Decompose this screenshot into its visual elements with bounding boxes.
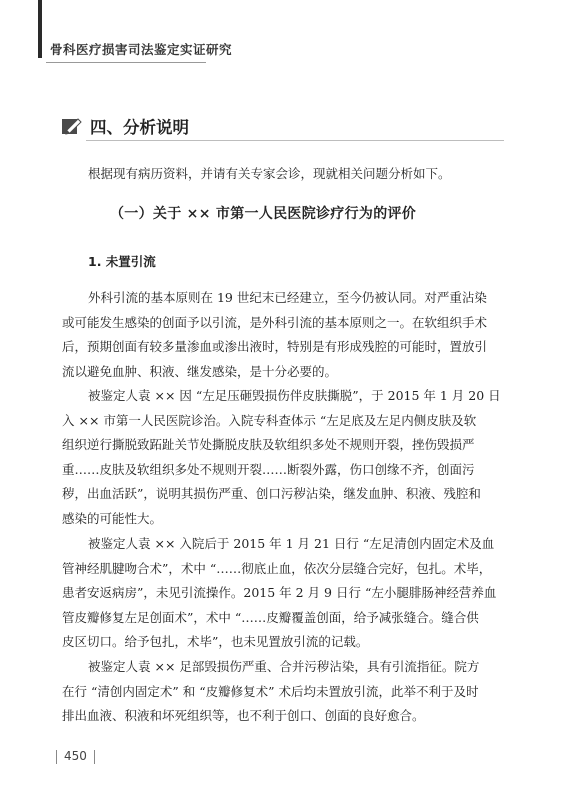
paragraph-line: 后，预期创面有较多量渗血或渗出液时，特别是有形成残腔的可能时，置放引 xyxy=(62,339,488,355)
paragraph-line: 被鉴定人袁 ×× 因 “左足压砸毁损伤伴皮肤撕脱”，于 2015 年 1 月 20 日 xyxy=(88,388,501,403)
paragraph-line: 外科引流的基本原则在 19 世纪末已经建立，至今仍被认同。对严重沾染 xyxy=(88,290,487,305)
page-number-bar-right xyxy=(94,750,95,764)
page-number-bar-left xyxy=(56,750,57,764)
paragraph-line: 入 ×× 市第一人民医院诊治。入院专科查体示 “左足底及左足内侧皮肤及软 xyxy=(62,412,477,428)
paragraph-line: 重……皮肤及软组织多处不规则开裂……断裂外露，伤口创缘不齐，创面污 xyxy=(62,461,475,477)
section-rule xyxy=(86,140,504,141)
paragraph-line: 秽，出血活跃”，说明其损伤严重、创口污秽沾染，继发血肿、积液、残腔和 xyxy=(62,486,481,502)
body-paragraph xyxy=(62,532,508,655)
intro-paragraph: 根据现有病历资料，并请有关专家会诊，现就相关问题分析如下。 xyxy=(88,166,451,181)
paragraph-line: 排出血液、积液和坏死组织等，也不利于创口、创面的良好愈合。 xyxy=(62,708,425,724)
body-paragraph xyxy=(62,655,508,729)
running-header-title: 骨科医疗损害司法鉴定实证研究 xyxy=(50,42,233,57)
paragraph-line: 患者安返病房”，未见引流操作。2015 年 2 月 9 日行 “左小腿腓肠神经营养血 xyxy=(62,585,497,601)
paragraph-line: 管皮瓣修复左足创面术”，术中 “……皮瓣覆盖创面，给予减张缝合。缝合供 xyxy=(62,609,479,625)
paragraph-line: 皮区切口。给予包扎，术毕”，也未见置放引流的记载。 xyxy=(62,634,369,650)
pencil-note-icon xyxy=(62,116,82,136)
paragraph-line: 感染的可能性大。 xyxy=(62,510,163,526)
paragraph-line: 被鉴定人袁 ×× 足部毁损伤严重、合并污秽沾染，具有引流指征。院方 xyxy=(88,659,480,674)
body-paragraph xyxy=(62,286,508,384)
paragraph-line: 组织逆行撕脱致跖趾关节处撕脱皮肤及软组织多处不规则开裂，挫伤毁损严 xyxy=(62,437,475,453)
paragraph-line: 被鉴定人袁 ×× 入院后于 2015 年 1 月 21 日行 “左足清创内固定术及血 xyxy=(88,536,495,551)
paragraph-line: 管神经肌腱吻合术”，术中 “……彻底止血，依次分层缝合完好，包扎。术毕， xyxy=(62,560,492,576)
section-heading xyxy=(62,116,502,140)
subheading: （一）关于 ×× 市第一人民医院诊疗行为的评价 xyxy=(110,206,417,222)
paragraph-line: 在行 “清创内固定术” 和 “皮瓣修复术” 术后均未置放引流，此举不利于及时 xyxy=(62,683,479,699)
body-paragraph xyxy=(62,384,508,532)
header-rule xyxy=(46,62,206,63)
paragraph-line: 或可能发生感染的创面予以引流，是外科引流的基本原则之一。在软组织手术 xyxy=(62,314,488,330)
section-title: 四、分析说明 xyxy=(90,118,189,137)
page-number: 450 xyxy=(64,749,87,763)
paragraph-line: 流以避免血肿、积液、继发感染，是十分必要的。 xyxy=(62,363,338,379)
header-accent-bar xyxy=(38,0,42,58)
item-heading: 1. 未置引流 xyxy=(88,254,156,269)
